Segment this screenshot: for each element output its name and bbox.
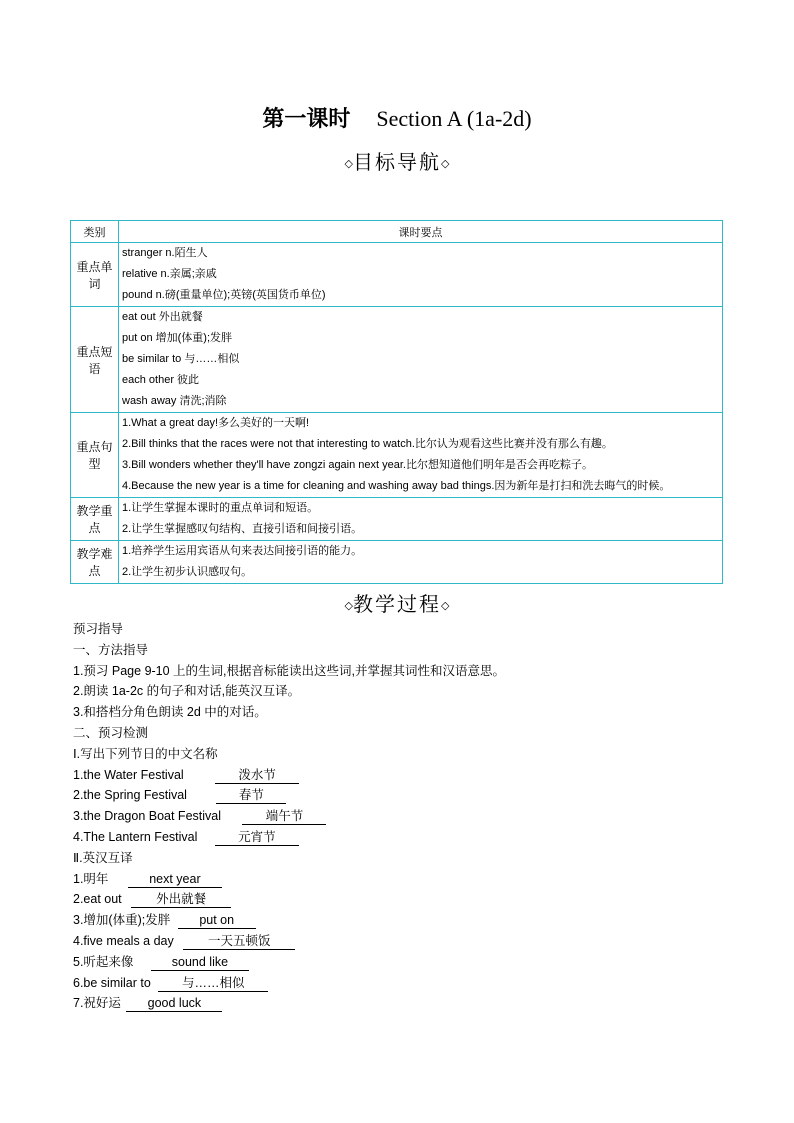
check-title: 二、预习检测 xyxy=(73,725,149,740)
table-row xyxy=(71,541,723,584)
diamond-icon: ◇ xyxy=(441,599,450,612)
part1-title: Ⅰ.写出下列节日的中文名称 xyxy=(73,746,218,761)
question-text: 2.the Spring Festival xyxy=(73,788,187,803)
exercise-item xyxy=(73,889,733,910)
question-text: 2.eat out xyxy=(73,892,122,907)
point-line: eat out 外出就餐 xyxy=(122,311,203,323)
table-row xyxy=(71,413,723,498)
diamond-icon: ◇ xyxy=(344,599,353,612)
category-cell: 教学重点 xyxy=(71,498,119,541)
preview-title: 预习指导 xyxy=(73,622,124,636)
process-heading-text: 教学过程 xyxy=(353,592,441,616)
column-header-category: 类别 xyxy=(71,221,119,243)
question-text: 6.be similar to xyxy=(73,975,151,990)
point-line: be similar to 与……相似 xyxy=(122,353,240,365)
point-line: 1.What a great day!多么美好的一天啊! xyxy=(122,417,310,429)
answer-blank: 一天五顿饭 xyxy=(183,933,295,950)
point-line: 2.让学生掌握感叹句结构、直接引语和间接引语。 xyxy=(122,523,363,535)
point-line: 4.Because the new year is a time for cleaning and washing away bad things.因为新年是打扫和洗去晦气的时候。 xyxy=(122,480,671,492)
method-title: 一、方法指导 xyxy=(73,642,149,657)
question-text: 4.five meals a day xyxy=(73,933,174,948)
answer-blank: 外出就餐 xyxy=(131,891,231,908)
question-text: 3.增加(体重);发胖 xyxy=(73,913,171,928)
exercise-item xyxy=(73,869,733,890)
answer-blank: good luck xyxy=(126,995,222,1012)
points-cell xyxy=(119,541,723,584)
point-line: pound n.磅(重量单位);英镑(英国货币单位) xyxy=(122,289,326,301)
process-body xyxy=(73,619,733,1014)
points-cell xyxy=(119,498,723,541)
title-chinese: 第一课时 xyxy=(262,107,351,132)
points-cell xyxy=(119,413,723,498)
category-cell: 重点句型 xyxy=(71,413,119,498)
point-line: each other 彼此 xyxy=(122,374,200,386)
diamond-icon: ◇ xyxy=(344,157,353,170)
points-cell xyxy=(119,307,723,413)
answer-blank: put on xyxy=(178,912,256,929)
method-item: 1.预习 Page 9-10 上的生词,根据音标能读出这些词,并掌握其词性和汉语意思。 xyxy=(73,663,506,678)
answer-blank: next year xyxy=(128,871,222,888)
point-line: 1.培养学生运用宾语从句来表达间接引语的能力。 xyxy=(122,545,363,557)
title-english: Section A (1a-2d) xyxy=(376,106,532,131)
goals-heading-text: 目标导航 xyxy=(353,150,441,174)
part2-title: Ⅱ.英汉互译 xyxy=(73,850,133,865)
exercise-item xyxy=(73,993,733,1014)
question-text: 7.祝好运 xyxy=(73,996,121,1011)
goals-heading xyxy=(0,146,794,175)
exercise-item xyxy=(73,952,733,973)
category-cell: 教学难点 xyxy=(71,541,119,584)
method-item: 2.朗读 1a-2c 的句子和对话,能英汉互译。 xyxy=(73,684,301,699)
answer-blank: 元宵节 xyxy=(215,829,299,846)
question-text: 1.明年 xyxy=(73,871,109,886)
point-line: 3.Bill wonders whether they'll have zongzi again next year.比尔想知道他们明年是否会再吃粽子。 xyxy=(122,459,593,471)
page-title xyxy=(0,102,794,133)
exercise-item xyxy=(73,910,733,931)
point-line: 1.让学生掌握本课时的重点单词和短语。 xyxy=(122,502,319,514)
table-row xyxy=(71,307,723,413)
point-line: 2.让学生初步认识感叹句。 xyxy=(122,566,253,578)
category-cell: 重点单词 xyxy=(71,243,119,307)
column-header-points: 课时要点 xyxy=(119,221,723,243)
table-header-row xyxy=(71,221,723,243)
question-text: 1.the Water Festival xyxy=(73,767,184,782)
point-line: put on 增加(体重);发胖 xyxy=(122,332,233,344)
points-cell xyxy=(119,243,723,307)
goals-table xyxy=(70,220,723,584)
process-heading xyxy=(0,588,794,617)
answer-blank: sound like xyxy=(151,954,249,971)
answer-blank: 泼水节 xyxy=(215,767,299,784)
exercise-item xyxy=(73,785,733,806)
exercise-item xyxy=(73,765,733,786)
table-row xyxy=(71,498,723,541)
answer-blank: 春节 xyxy=(216,787,286,804)
method-item: 3.和搭档分角色朗读 2d 中的对话。 xyxy=(73,705,267,720)
exercise-item xyxy=(73,973,733,994)
category-cell: 重点短语 xyxy=(71,307,119,413)
question-text: 5.听起来像 xyxy=(73,954,134,969)
question-text: 3.the Dragon Boat Festival xyxy=(73,809,221,824)
point-line: stranger n.陌生人 xyxy=(122,247,208,259)
answer-blank: 端午节 xyxy=(242,808,326,825)
point-line: wash away 清洗;消除 xyxy=(122,395,227,407)
exercise-item xyxy=(73,827,733,848)
table-row xyxy=(71,243,723,307)
point-line: 2.Bill thinks that the races were not that interesting to watch.比尔认为观看这些比赛并没有那么有趣。 xyxy=(122,438,613,450)
exercise-item xyxy=(73,806,733,827)
answer-blank: 与……相似 xyxy=(158,975,268,992)
question-text: 4.The Lantern Festival xyxy=(73,829,198,844)
point-line: relative n.亲属;亲戚 xyxy=(122,268,217,280)
diamond-icon: ◇ xyxy=(441,157,450,170)
exercise-item xyxy=(73,931,733,952)
